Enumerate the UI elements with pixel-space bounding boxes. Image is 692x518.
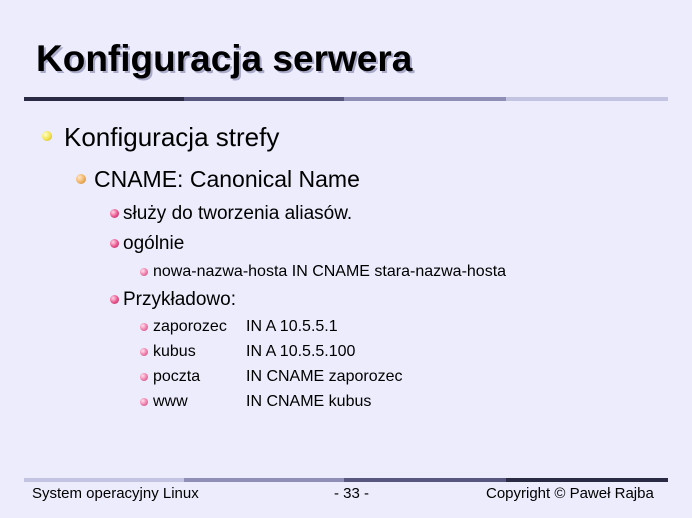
level2-text: CNAME: Canonical Name [94, 166, 360, 192]
bullet-icon [42, 131, 52, 141]
bullet-icon [140, 323, 148, 331]
bullet-icon [110, 295, 119, 304]
divider-segment [24, 97, 184, 101]
footer-left: System operacyjny Linux [32, 485, 199, 502]
bullet-icon [140, 398, 148, 406]
page-number: - 33 - [334, 485, 370, 502]
example-host: zaporozec [153, 318, 227, 335]
example-record: IN A 10.5.5.1 [246, 318, 338, 335]
level1-text: Konfiguracja strefy [64, 122, 280, 152]
slide-title: Konfiguracja serwera [36, 38, 413, 79]
footer-copyright: Copyright © Paweł Rajba [486, 485, 654, 502]
divider-segment [184, 97, 344, 101]
point-aliases: służy do tworzenia aliasów. [123, 203, 353, 224]
divider-segment [184, 478, 344, 482]
divider-segment [24, 478, 184, 482]
point-examples: Przykładowo: [123, 289, 236, 310]
bullet-icon [140, 268, 148, 276]
example-host: kubus [153, 343, 196, 360]
example-host: www [153, 393, 188, 410]
example-host: poczta [153, 368, 201, 385]
bullet-icon [110, 209, 119, 218]
divider-segment [506, 97, 668, 101]
bullet-icon [140, 348, 148, 356]
point-general: ogólnie [123, 233, 185, 254]
bullet-icon [76, 174, 86, 184]
general-syntax: nowa-nazwa-hosta IN CNAME stara-nazwa-hosta [153, 263, 507, 280]
example-record: IN A 10.5.5.100 [246, 343, 356, 360]
bullet-icon [140, 373, 148, 381]
divider-segment [344, 97, 506, 101]
divider-segment [506, 478, 668, 482]
divider-segment [344, 478, 506, 482]
bullet-icon [110, 239, 119, 248]
example-record: IN CNAME kubus [246, 393, 372, 410]
example-record: IN CNAME zaporozec [246, 368, 403, 385]
